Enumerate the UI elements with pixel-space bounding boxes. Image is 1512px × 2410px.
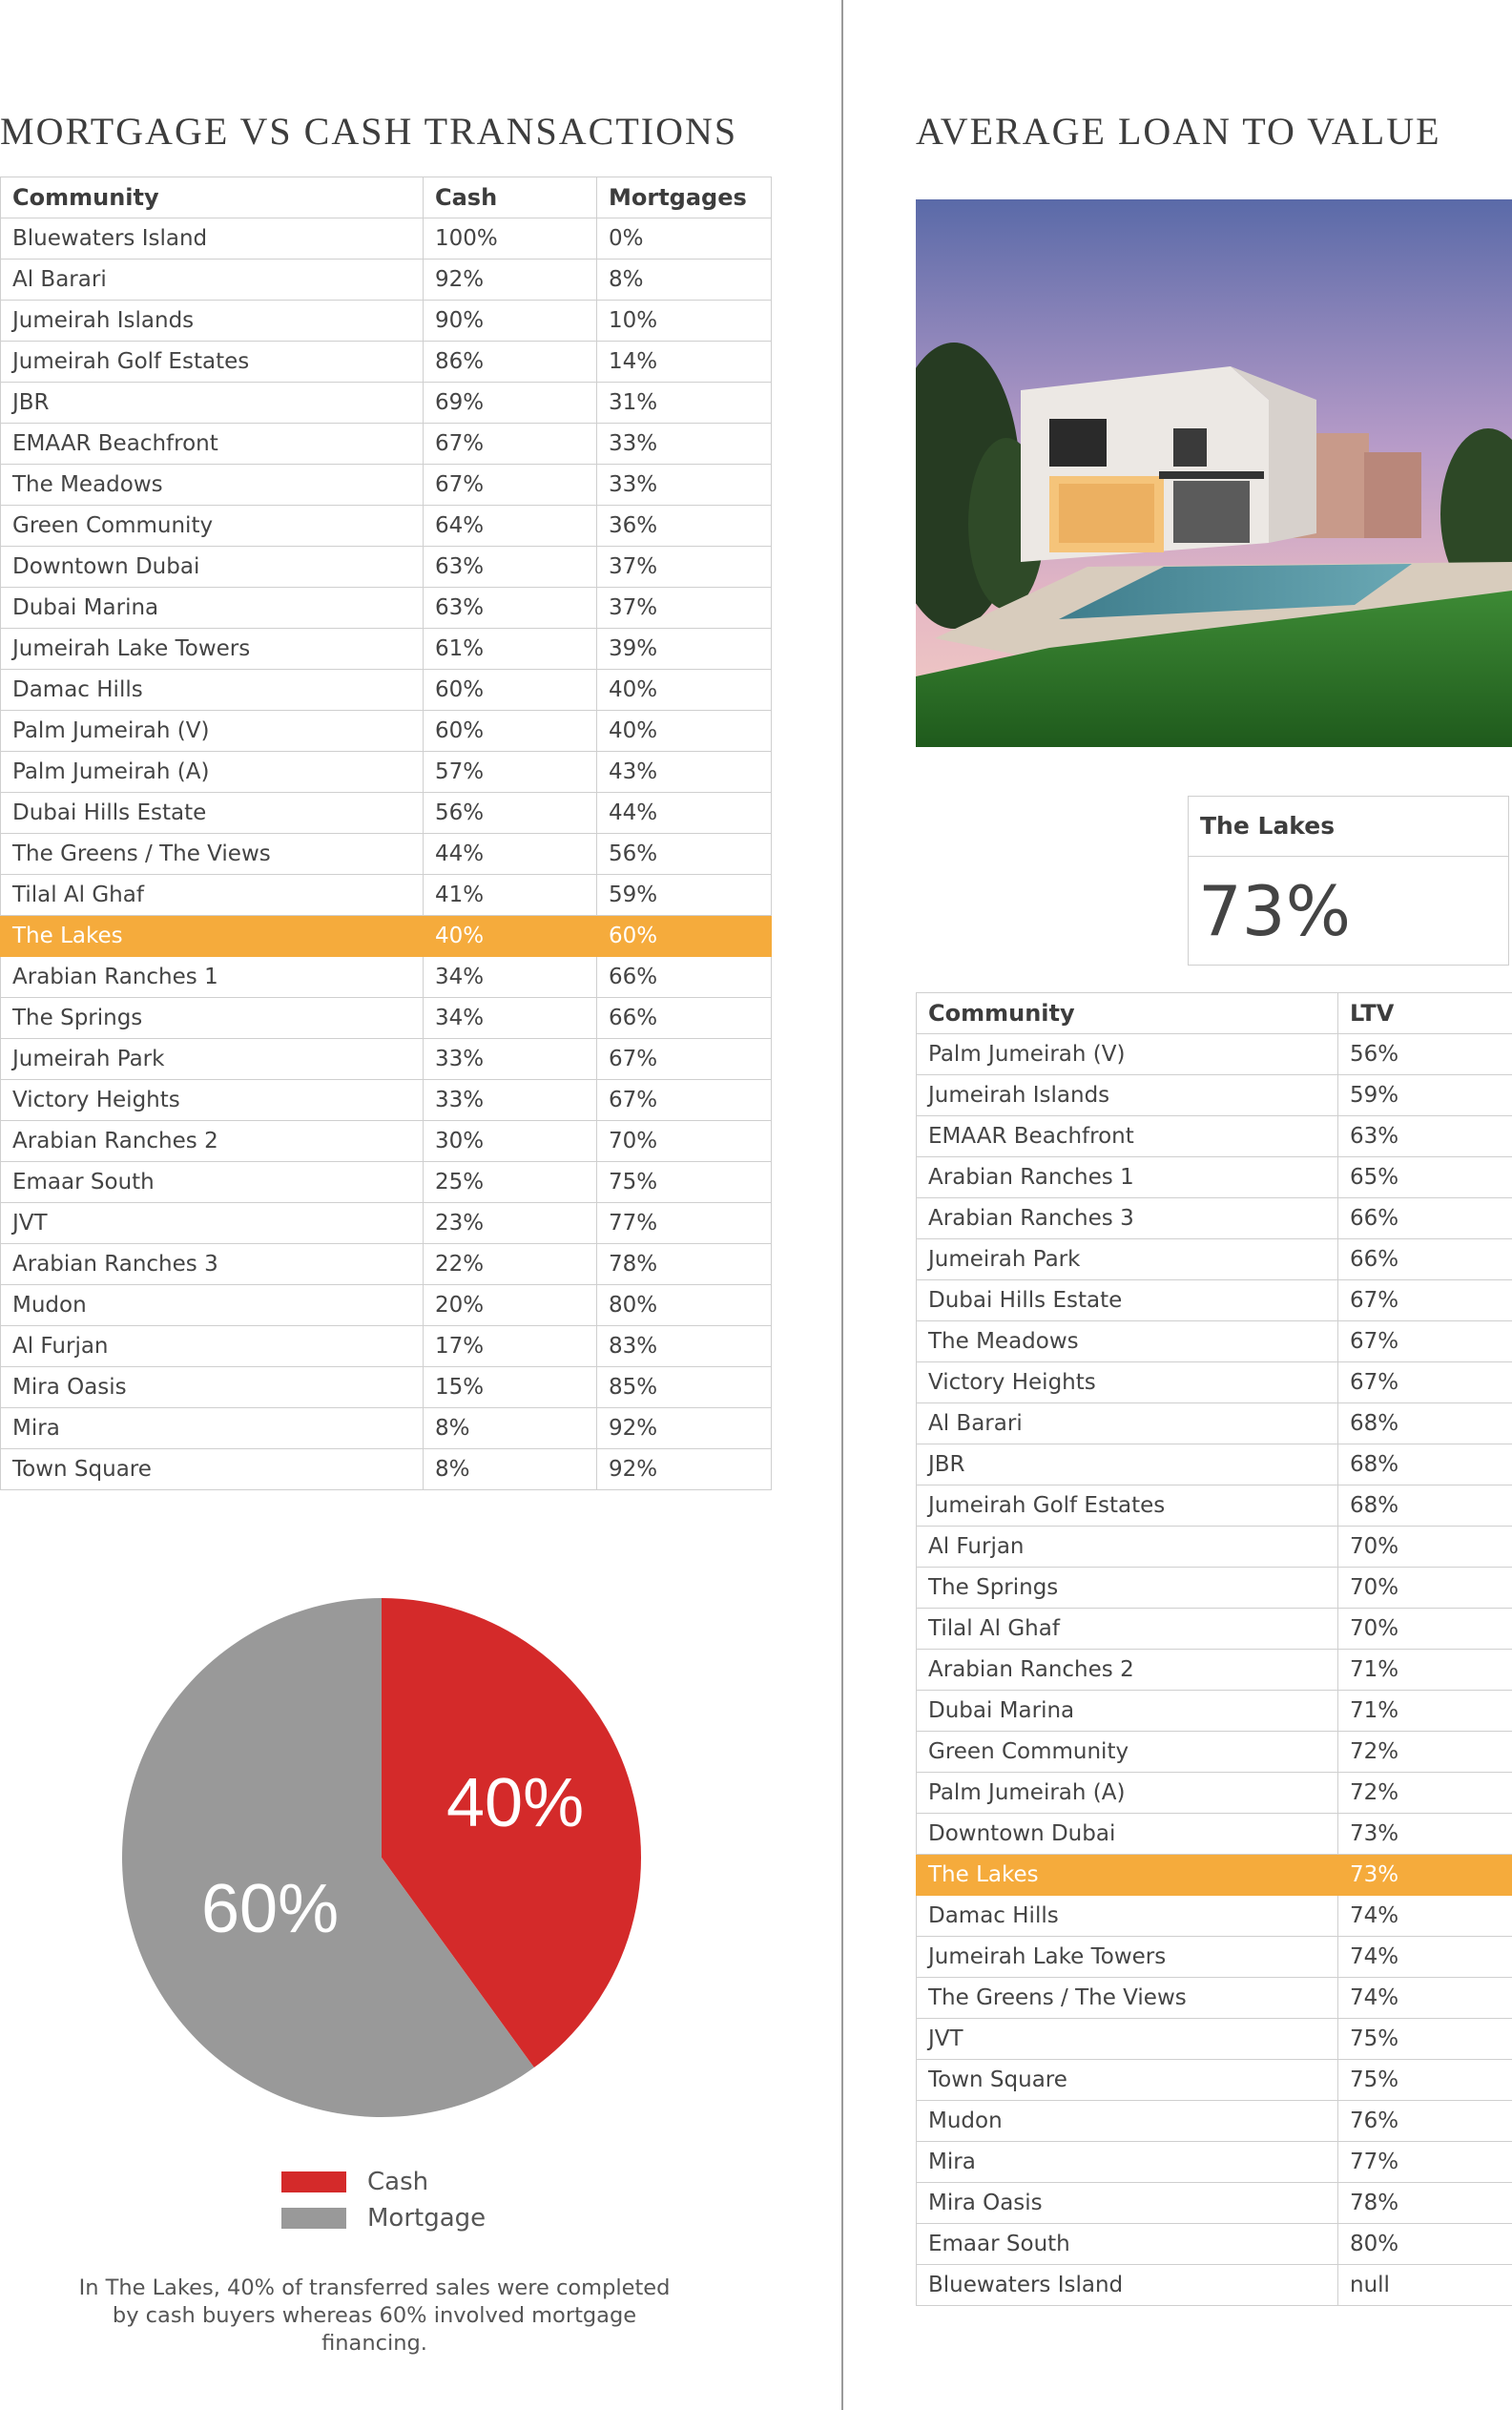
table-row (917, 1444, 1512, 1485)
header-community: Community (917, 993, 1338, 1034)
cell-community: Al Furjan (1, 1326, 424, 1367)
cell-community: Dubai Marina (1, 588, 424, 629)
cell-community: Jumeirah Islands (1, 301, 424, 342)
cell-community: JBR (917, 1444, 1338, 1485)
cell-value: 69% (424, 383, 597, 424)
cell-value: 8% (597, 260, 772, 301)
table-row (1, 875, 772, 916)
cell-value: 8% (424, 1449, 597, 1490)
cell-community: The Greens / The Views (1, 834, 424, 875)
cell-community: Jumeirah Park (1, 1039, 424, 1080)
table-row (1, 1285, 772, 1326)
cell-community: Tilal Al Ghaf (1, 875, 424, 916)
cell-value: 64% (424, 506, 597, 547)
cell-community: EMAAR Beachfront (1, 424, 424, 465)
cell-value: 60% (424, 670, 597, 711)
cell-community: Mudon (1, 1285, 424, 1326)
cell-value: 37% (597, 588, 772, 629)
cell-community: Palm Jumeirah (V) (1, 711, 424, 752)
cell-community: Jumeirah Lake Towers (1, 629, 424, 670)
table-row (917, 1075, 1512, 1116)
cell-community: Jumeirah Lake Towers (917, 1937, 1338, 1978)
cell-value: 56% (424, 793, 597, 834)
cell-community: Town Square (917, 2060, 1338, 2101)
cell-value: 17% (424, 1326, 597, 1367)
cell-value: 68% (1338, 1485, 1512, 1527)
cell-value: 66% (597, 998, 772, 1039)
legend-label-mortgage: Mortgage (367, 2204, 487, 2233)
cell-value: 61% (424, 629, 597, 670)
table-row (917, 1650, 1512, 1691)
cell-value: 56% (597, 834, 772, 875)
table-row (917, 2060, 1512, 2101)
cell-value: 33% (597, 465, 772, 506)
cell-community: Mira Oasis (917, 2183, 1338, 2224)
table-row (1, 1367, 772, 1408)
pie-caption: In The Lakes, 40% of transferred sales were completed by cash buyers whereas 60% involved mortgage financing. (78, 2275, 671, 2356)
cell-value: 8% (424, 1408, 597, 1449)
cell-community: Dubai Marina (917, 1691, 1338, 1732)
cell-value: 80% (597, 1285, 772, 1326)
cell-community: Emaar South (1, 1162, 424, 1203)
cell-value: 67% (1338, 1280, 1512, 1321)
cell-community: Tilal Al Ghaf (917, 1609, 1338, 1650)
cell-value: 78% (597, 1244, 772, 1285)
cell-community: JBR (1, 383, 424, 424)
cell-value: 73% (1338, 1814, 1512, 1855)
cell-community: Arabian Ranches 1 (1, 957, 424, 998)
cell-value: 43% (597, 752, 772, 793)
cell-value: 37% (597, 547, 772, 588)
cell-community: The Lakes (1, 916, 424, 957)
pie-legend (281, 2164, 486, 2236)
cell-value: 68% (1338, 1444, 1512, 1485)
table-row (917, 1362, 1512, 1403)
table-row (917, 1321, 1512, 1362)
table-row (1, 383, 772, 424)
cell-value: null (1338, 2265, 1512, 2306)
cell-value: 56% (1338, 1034, 1512, 1075)
cell-value: 63% (1338, 1116, 1512, 1157)
table-row (1, 1326, 772, 1367)
cell-value: 41% (424, 875, 597, 916)
cell-community: Arabian Ranches 3 (1, 1244, 424, 1285)
cell-community: Arabian Ranches 3 (917, 1198, 1338, 1239)
cell-community: Al Barari (1, 260, 424, 301)
cell-community: The Springs (917, 1568, 1338, 1609)
cell-community: Downtown Dubai (1, 547, 424, 588)
cell-value: 23% (424, 1203, 597, 1244)
table-row (917, 2183, 1512, 2224)
cell-value: 44% (597, 793, 772, 834)
cell-value: 25% (424, 1162, 597, 1203)
table-row (1, 547, 772, 588)
table-row (917, 1239, 1512, 1280)
pie-label-cash: 40% (446, 1765, 585, 1841)
table-row (917, 1609, 1512, 1650)
table-row (1, 711, 772, 752)
table-row (1, 834, 772, 875)
cell-value: 39% (597, 629, 772, 670)
cell-value: 90% (424, 301, 597, 342)
cash-mortgage-pie-chart (119, 1595, 644, 2120)
cell-value: 36% (597, 506, 772, 547)
cell-value: 77% (1338, 2142, 1512, 2183)
cell-value: 70% (597, 1121, 772, 1162)
cell-value: 22% (424, 1244, 597, 1285)
cell-community: Town Square (1, 1449, 424, 1490)
cell-value: 72% (1338, 1732, 1512, 1773)
cell-value: 10% (597, 301, 772, 342)
cell-value: 83% (597, 1326, 772, 1367)
cell-value: 60% (597, 916, 772, 957)
cell-value: 34% (424, 957, 597, 998)
table-row (1, 1162, 772, 1203)
cell-value: 74% (1338, 1896, 1512, 1937)
cell-value: 74% (1338, 1937, 1512, 1978)
cell-community: Arabian Ranches 1 (917, 1157, 1338, 1198)
table-row (917, 2019, 1512, 2060)
table-row (917, 1485, 1512, 1527)
cell-value: 67% (597, 1080, 772, 1121)
cell-community: Jumeirah Park (917, 1239, 1338, 1280)
cell-value: 92% (597, 1408, 772, 1449)
table-row (917, 2142, 1512, 2183)
cell-value: 30% (424, 1121, 597, 1162)
cell-value: 33% (424, 1080, 597, 1121)
right-section-title: AVERAGE LOAN TO VALUE (916, 110, 1441, 153)
cell-community: The Springs (1, 998, 424, 1039)
cell-value: 65% (1338, 1157, 1512, 1198)
cell-value: 67% (424, 465, 597, 506)
cell-community: JVT (1, 1203, 424, 1244)
cell-value: 66% (1338, 1239, 1512, 1280)
cell-value: 40% (597, 711, 772, 752)
cell-value: 92% (597, 1449, 772, 1490)
cell-community: Downtown Dubai (917, 1814, 1338, 1855)
cell-value: 76% (1338, 2101, 1512, 2142)
table-row (917, 1403, 1512, 1444)
cell-value: 34% (424, 998, 597, 1039)
cell-value: 92% (424, 260, 597, 301)
cell-community: Dubai Hills Estate (1, 793, 424, 834)
cell-community: Damac Hills (917, 1896, 1338, 1937)
cell-value: 77% (597, 1203, 772, 1244)
cell-community: Damac Hills (1, 670, 424, 711)
cell-value: 40% (424, 916, 597, 957)
cell-community: Bluewaters Island (917, 2265, 1338, 2306)
legend-swatch-mortgage (281, 2208, 346, 2229)
cell-value: 44% (424, 834, 597, 875)
header-cash: Cash (424, 177, 597, 218)
table-row (917, 2265, 1512, 2306)
table-row (917, 2101, 1512, 2142)
table-row (1, 957, 772, 998)
mortgage-cash-table (0, 177, 772, 1490)
left-section-title: MORTGAGE VS CASH TRANSACTIONS (0, 110, 738, 153)
cell-value: 66% (597, 957, 772, 998)
cell-community: The Meadows (917, 1321, 1338, 1362)
cell-value: 67% (424, 424, 597, 465)
cell-value: 63% (424, 588, 597, 629)
cell-value: 75% (597, 1162, 772, 1203)
cell-value: 66% (1338, 1198, 1512, 1239)
cell-community: EMAAR Beachfront (917, 1116, 1338, 1157)
cell-community: Jumeirah Golf Estates (1, 342, 424, 383)
legend-label-cash: Cash (367, 2168, 429, 2196)
table-header-row (1, 177, 772, 218)
table-row (1, 793, 772, 834)
table-row (917, 1527, 1512, 1568)
cell-community: Dubai Hills Estate (917, 1280, 1338, 1321)
legend-item-cash (281, 2164, 486, 2200)
cell-value: 67% (597, 1039, 772, 1080)
cell-value: 73% (1338, 1855, 1512, 1896)
column-divider (841, 0, 843, 2410)
cell-value: 57% (424, 752, 597, 793)
cell-value: 31% (597, 383, 772, 424)
cell-community: Al Furjan (917, 1527, 1338, 1568)
table-row (1, 260, 772, 301)
table-row (917, 1978, 1512, 2019)
cell-community: JVT (917, 2019, 1338, 2060)
villa-photo (916, 199, 1512, 747)
table-row (917, 1814, 1512, 1855)
table-row (1, 465, 772, 506)
cell-community: Palm Jumeirah (A) (917, 1773, 1338, 1814)
cell-value: 71% (1338, 1650, 1512, 1691)
highlight-value: 73% (1198, 871, 1352, 951)
cell-value: 68% (1338, 1403, 1512, 1444)
table-row (917, 1116, 1512, 1157)
pie-label-mortgage: 60% (201, 1871, 340, 1947)
table-row (917, 2224, 1512, 2265)
header-ltv: LTV (1338, 993, 1512, 1034)
cell-community: Emaar South (917, 2224, 1338, 2265)
cell-community: The Greens / The Views (917, 1978, 1338, 2019)
cell-community: Victory Heights (1, 1080, 424, 1121)
cell-community: Jumeirah Islands (917, 1075, 1338, 1116)
table-row (1, 998, 772, 1039)
table-row (1, 301, 772, 342)
cell-community: Green Community (1, 506, 424, 547)
lakes-ltv-highlight (1188, 796, 1509, 966)
cell-community: Mira (1, 1408, 424, 1449)
cell-community: Green Community (917, 1732, 1338, 1773)
table-row (917, 1691, 1512, 1732)
cell-community: The Lakes (917, 1855, 1338, 1896)
highlight-label: The Lakes (1189, 797, 1508, 857)
cell-value: 70% (1338, 1609, 1512, 1650)
table-row (1, 670, 772, 711)
cell-value: 85% (597, 1367, 772, 1408)
cell-community: Palm Jumeirah (V) (917, 1034, 1338, 1075)
table-row (917, 1732, 1512, 1773)
cell-value: 80% (1338, 2224, 1512, 2265)
cell-value: 33% (597, 424, 772, 465)
cell-community: Mira Oasis (1, 1367, 424, 1408)
cell-community: Mudon (917, 2101, 1338, 2142)
cell-value: 60% (424, 711, 597, 752)
cell-value: 59% (597, 875, 772, 916)
cell-community: Bluewaters Island (1, 218, 424, 260)
cell-value: 20% (424, 1285, 597, 1326)
cell-community: Arabian Ranches 2 (1, 1121, 424, 1162)
cell-value: 71% (1338, 1691, 1512, 1732)
table-row (1, 1121, 772, 1162)
table-row (1, 916, 772, 957)
cell-value: 75% (1338, 2060, 1512, 2101)
cell-value: 59% (1338, 1075, 1512, 1116)
cell-value: 0% (597, 218, 772, 260)
cell-value: 14% (597, 342, 772, 383)
table-row (1, 629, 772, 670)
cell-community: Arabian Ranches 2 (917, 1650, 1338, 1691)
header-mortgages: Mortgages (597, 177, 772, 218)
cell-value: 33% (424, 1039, 597, 1080)
cell-community: Al Barari (917, 1403, 1338, 1444)
table-row (917, 1937, 1512, 1978)
table-row (1, 1449, 772, 1490)
table-row (917, 1855, 1512, 1896)
cell-value: 75% (1338, 2019, 1512, 2060)
table-row (1, 1080, 772, 1121)
legend-item-mortgage (281, 2200, 486, 2236)
table-row (1, 424, 772, 465)
table-row (1, 1203, 772, 1244)
table-row (917, 1157, 1512, 1198)
ltv-table (916, 992, 1512, 2306)
legend-swatch-cash (281, 2171, 346, 2192)
table-row (917, 1034, 1512, 1075)
table-row (917, 1896, 1512, 1937)
table-row (917, 1198, 1512, 1239)
cell-value: 70% (1338, 1568, 1512, 1609)
table-row (1, 752, 772, 793)
cell-community: Palm Jumeirah (A) (1, 752, 424, 793)
table-row (917, 1773, 1512, 1814)
table-row (1, 342, 772, 383)
cell-value: 40% (597, 670, 772, 711)
cell-value: 100% (424, 218, 597, 260)
cell-community: The Meadows (1, 465, 424, 506)
cell-community: Jumeirah Golf Estates (917, 1485, 1338, 1527)
table-row (917, 1568, 1512, 1609)
cell-community: Mira (917, 2142, 1338, 2183)
cell-value: 63% (424, 547, 597, 588)
cell-value: 78% (1338, 2183, 1512, 2224)
table-row (917, 1280, 1512, 1321)
cell-value: 86% (424, 342, 597, 383)
table-row (1, 1408, 772, 1449)
cell-value: 67% (1338, 1362, 1512, 1403)
table-header-row (917, 993, 1512, 1034)
cell-value: 70% (1338, 1527, 1512, 1568)
cell-value: 15% (424, 1367, 597, 1408)
table-row (1, 1244, 772, 1285)
table-row (1, 588, 772, 629)
table-row (1, 218, 772, 260)
cell-value: 74% (1338, 1978, 1512, 2019)
cell-value: 67% (1338, 1321, 1512, 1362)
table-row (1, 1039, 772, 1080)
cell-community: Victory Heights (917, 1362, 1338, 1403)
header-community: Community (1, 177, 424, 218)
cell-value: 72% (1338, 1773, 1512, 1814)
table-row (1, 506, 772, 547)
